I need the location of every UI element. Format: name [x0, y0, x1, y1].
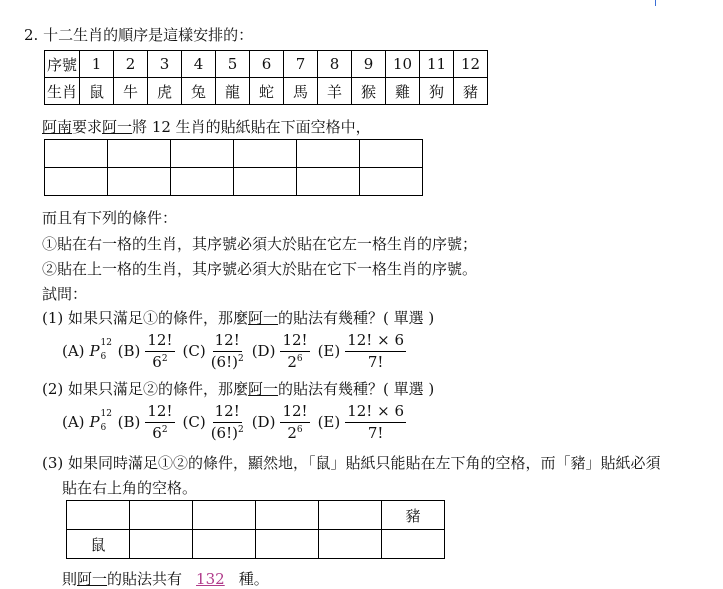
q2-text-pre: (2) 如果只滿足②的條件，那麼	[42, 380, 249, 398]
permutation-expr: P 12 6	[89, 338, 112, 362]
row-header-animal: 生肖	[45, 78, 80, 105]
fraction: $\frac{12! \times 6}{7!}$	[347, 330, 404, 371]
animal-cell: 兔	[182, 78, 216, 105]
q1-option-e	[317, 330, 406, 371]
number-cell: 3	[148, 51, 182, 78]
person-name-ayi: 阿一	[102, 118, 133, 136]
grid-row-top	[45, 140, 423, 168]
grid-cell	[297, 140, 360, 168]
grid-cell	[297, 168, 360, 196]
question-intro: 十二生肖的順序是這樣安排的：	[43, 26, 254, 44]
option-label: (B)	[117, 342, 141, 360]
q1-text-pre: (1) 如果只滿足①的條件，那麼	[42, 309, 249, 327]
grid-cell	[45, 140, 108, 168]
grid-cell	[319, 501, 382, 530]
number-cell: 6	[250, 51, 284, 78]
q1-option-b	[117, 330, 175, 371]
grid-cell	[234, 168, 297, 196]
grid-cell	[130, 501, 193, 530]
animal-cell: 鼠	[80, 78, 114, 105]
zodiac-order-table	[44, 50, 488, 105]
number-cell: 10	[386, 51, 420, 78]
grid-row-bottom	[67, 530, 445, 559]
solution-sticker-grid	[66, 500, 445, 559]
answer-value: 132	[196, 570, 225, 588]
q2-options	[62, 399, 414, 445]
option-label: (A)	[62, 413, 85, 431]
q2-text-post: 的貼法有幾種？( 單選 )	[278, 380, 435, 398]
number-cell: 5	[216, 51, 250, 78]
grid-cell	[256, 501, 319, 530]
q1-person-name: 阿一	[248, 309, 279, 327]
fraction: $\frac{12!}{6^2}$	[147, 330, 173, 371]
q3-line-1: (3) 如果同時滿足①②的條件，顯然地，「鼠」貼紙只能貼在左下角的空格，而「豬」貼紙必須	[42, 454, 661, 472]
task-text-1: 要求	[72, 118, 103, 136]
grid-cell	[234, 140, 297, 168]
question-header	[24, 24, 253, 45]
option-label: (A)	[62, 342, 85, 360]
animal-cell: 牛	[114, 78, 148, 105]
option-label: (B)	[117, 413, 141, 431]
q2-option-b	[117, 401, 175, 442]
grid-cell	[171, 168, 234, 196]
condition-1: ①貼在右一格的生肖，其序號必須大於貼在它左一格生肖的序號；	[42, 235, 478, 253]
conditions-intro: 而且有下列的條件：	[42, 209, 178, 227]
animal-cell: 雞	[386, 78, 420, 105]
grid-cell-bottom-left: 鼠	[67, 530, 130, 559]
grid-cell	[193, 530, 256, 559]
number-cell: 4	[182, 51, 216, 78]
number-cell: 8	[318, 51, 352, 78]
option-label: (E)	[317, 413, 341, 431]
fraction: $\frac{12!}{(6!)^2}$	[210, 401, 244, 442]
q2-option-d	[251, 401, 310, 442]
animal-cell: 羊	[318, 78, 352, 105]
number-cell: 9	[352, 51, 386, 78]
option-label: (E)	[317, 342, 341, 360]
question-number: 2.	[24, 26, 39, 44]
fraction: $\frac{12! \times 6}{7!}$	[347, 401, 404, 442]
q1-option-c	[182, 330, 244, 371]
sub-question-2	[42, 378, 434, 399]
number-cell: 7	[284, 51, 318, 78]
answer-text-post: 種。	[238, 570, 269, 588]
answer-text-pre: 則	[62, 570, 78, 588]
permutation-expr: P 12 6	[89, 409, 112, 433]
q2-option-a	[62, 409, 112, 433]
grid-cell	[360, 140, 423, 168]
page-edge-mark	[655, 0, 656, 6]
condition-2: ②貼在上一格的生肖，其序號必須大於貼在它下一格生肖的序號。	[42, 260, 478, 278]
animal-cell: 狗	[420, 78, 454, 105]
task-text-2: 將 12 生肖的貼紙貼在下面空格中，	[132, 118, 371, 136]
blank-sticker-grid	[44, 139, 423, 196]
animal-cell: 馬	[284, 78, 318, 105]
grid-row-bottom	[45, 168, 423, 196]
grid-row-top	[67, 501, 445, 530]
number-cell: 1	[80, 51, 114, 78]
option-label: (D)	[251, 413, 276, 431]
grid-cell	[382, 530, 445, 559]
sub-question-1	[42, 307, 434, 328]
number-cell: 2	[114, 51, 148, 78]
fraction: $\frac{12!}{2^6}$	[282, 401, 308, 442]
zodiac-number-row	[45, 51, 488, 78]
grid-cell	[360, 168, 423, 196]
grid-cell	[193, 501, 256, 530]
zodiac-animal-row	[45, 78, 488, 105]
q3-line-2: 貼在右上角的空格。	[62, 479, 198, 497]
fraction: $\frac{12!}{(6!)^2}$	[210, 330, 244, 371]
grid-cell	[130, 530, 193, 559]
number-cell: 11	[420, 51, 454, 78]
option-label: (C)	[182, 342, 206, 360]
fraction: $\frac{12!}{2^6}$	[282, 330, 308, 371]
answer-person-name: 阿一	[77, 570, 108, 588]
q3-answer-line	[62, 568, 269, 589]
task-statement	[42, 116, 371, 137]
grid-cell	[108, 168, 171, 196]
animal-cell: 蛇	[250, 78, 284, 105]
q2-option-e	[317, 401, 406, 442]
grid-cell	[67, 501, 130, 530]
grid-cell	[319, 530, 382, 559]
grid-cell	[108, 140, 171, 168]
animal-cell: 猴	[352, 78, 386, 105]
grid-cell	[171, 140, 234, 168]
grid-cell	[256, 530, 319, 559]
option-label: (D)	[251, 342, 276, 360]
row-header-number: 序號	[45, 51, 80, 78]
answer-text-mid: 的貼法共有	[107, 570, 183, 588]
fraction: $\frac{12!}{6^2}$	[147, 401, 173, 442]
grid-cell	[45, 168, 108, 196]
q1-option-d	[251, 330, 310, 371]
animal-cell: 豬	[454, 78, 488, 105]
q1-options	[62, 328, 414, 374]
person-name-anan: 阿南	[42, 118, 73, 136]
animal-cell: 虎	[148, 78, 182, 105]
animal-cell: 龍	[216, 78, 250, 105]
q1-option-a	[62, 338, 112, 362]
q2-option-c	[182, 401, 244, 442]
option-label: (C)	[182, 413, 206, 431]
number-cell: 12	[454, 51, 488, 78]
ask-label: 試問：	[42, 285, 88, 303]
grid-cell-top-right: 豬	[382, 501, 445, 530]
q2-person-name: 阿一	[248, 380, 279, 398]
q1-text-post: 的貼法有幾種？( 單選 )	[278, 309, 435, 327]
